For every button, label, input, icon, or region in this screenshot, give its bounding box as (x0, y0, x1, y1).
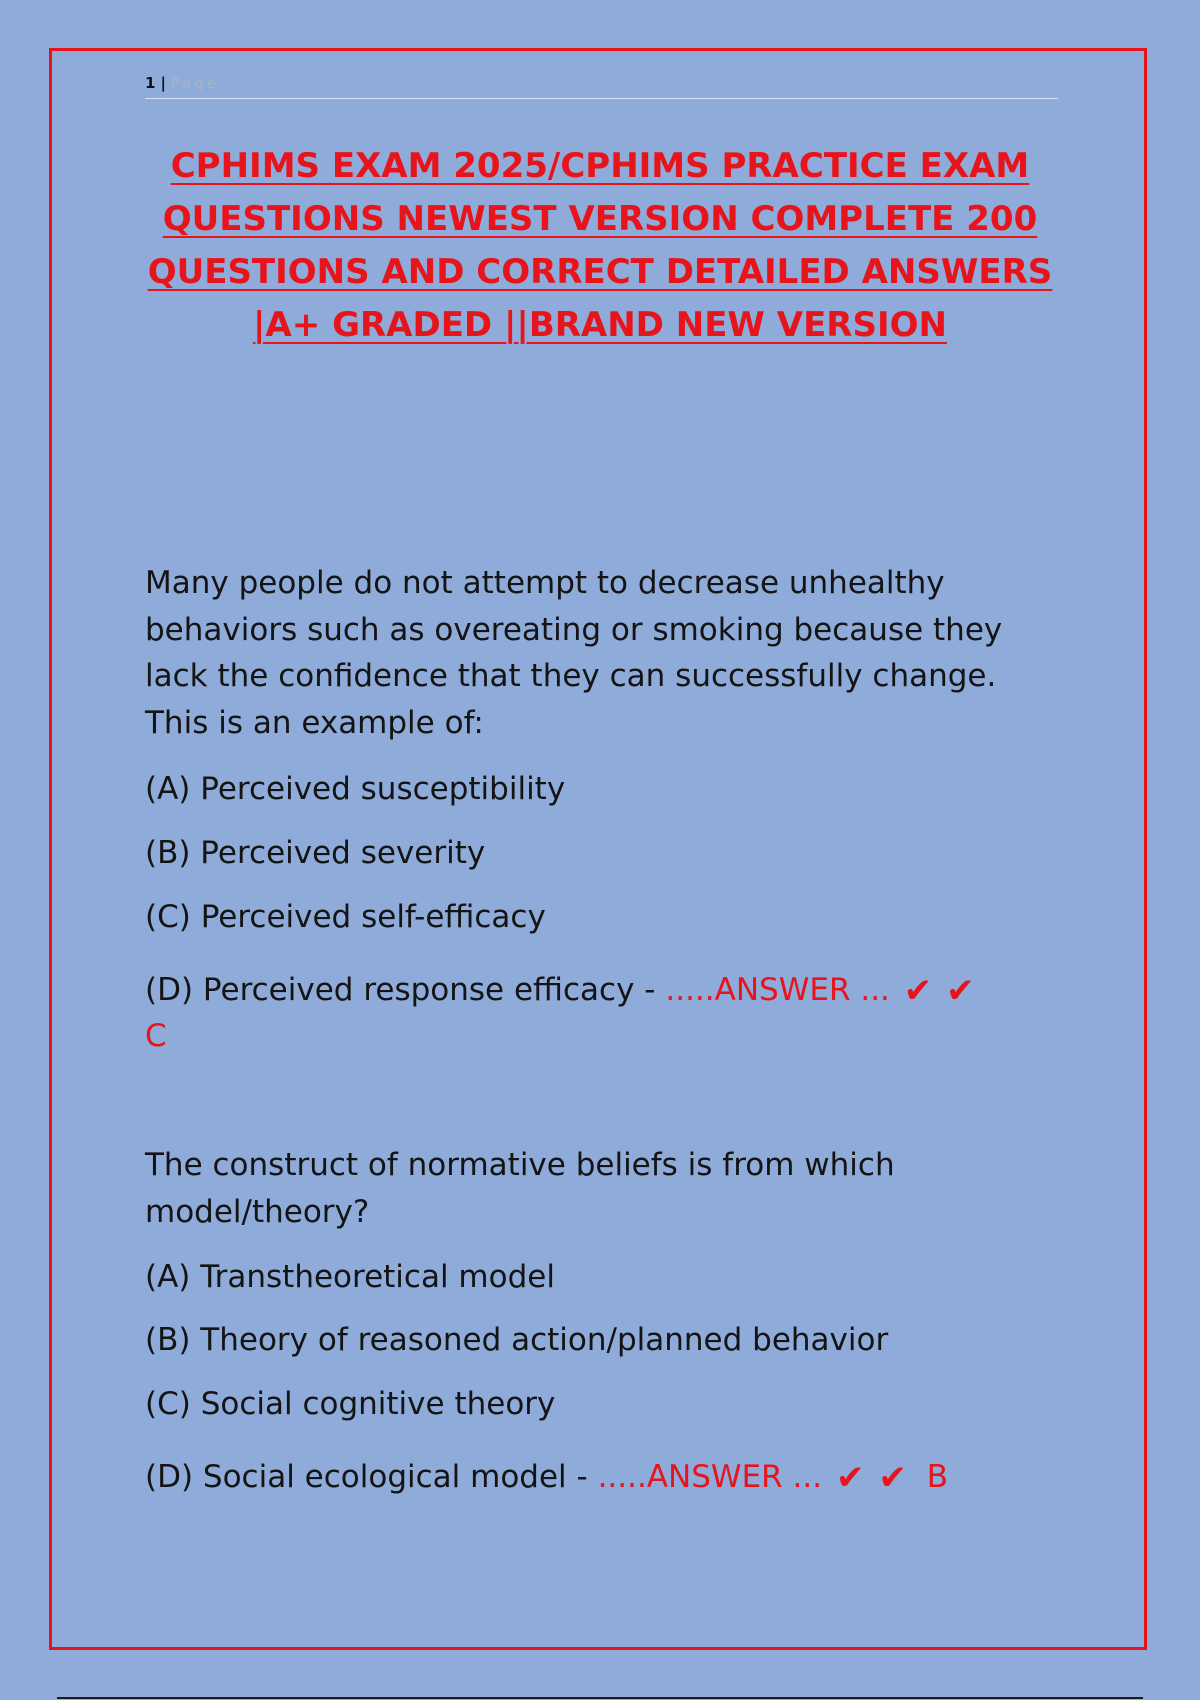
question-line: The construct of normative beliefs is from which (145, 1147, 895, 1183)
question-line: lack the confidence that they can successfully change. (145, 658, 997, 694)
question-line: behaviors such as overeating or smoking because they (145, 611, 1003, 648)
option-text: (D) Social ecological model - (145, 1459, 588, 1495)
question-1-option-d (145, 967, 1065, 1059)
question-1-option-a: (A) Perceived susceptibility (145, 771, 566, 807)
page-label: Page (170, 74, 220, 92)
question-1-option-b: (B) Perceived severity (145, 835, 486, 871)
title-line: |A+ GRADED ||BRAND NEW VERSION (253, 305, 947, 345)
answer-prefix: .....ANSWER ... (665, 972, 890, 1008)
check-mark-icon: ✔ (903, 971, 933, 1011)
question-line: Many people do not attempt to decrease unhealthy (145, 565, 945, 601)
question-2-option-a: (A) Transtheoretical model (145, 1259, 555, 1295)
title-line: CPHIMS EXAM 2025/CPHIMS PRACTICE EXAM (170, 146, 1030, 186)
page-separator: | (160, 74, 167, 92)
question-1-text (145, 560, 1065, 746)
question-1-option-c: (C) Perceived self-efficacy (145, 899, 546, 935)
bottom-divider (57, 1697, 1143, 1699)
title-line: QUESTIONS NEWEST VERSION COMPLETE 200 (162, 199, 1038, 239)
question-2-option-b: (B) Theory of reasoned action/planned behavior (145, 1322, 889, 1358)
check-mark-icon: ✔ (946, 971, 975, 1011)
check-mark-icon: ✔ (878, 1458, 907, 1498)
question-2-option-c: (C) Social cognitive theory (145, 1386, 556, 1422)
document-title (130, 140, 1070, 352)
check-mark-icon: ✔ (835, 1458, 865, 1498)
question-line: This is an example of: (145, 704, 484, 741)
page-number: 1 (145, 74, 157, 92)
page-header (145, 70, 1058, 99)
answer-letter: B (926, 1459, 948, 1495)
option-text: (D) Perceived response efficacy - (145, 972, 656, 1008)
answer-letter: C (145, 1018, 167, 1054)
title-line: QUESTIONS AND CORRECT DETAILED ANSWERS (147, 252, 1053, 292)
question-line: model/theory? (145, 1193, 370, 1230)
answer-prefix: .....ANSWER ... (597, 1459, 823, 1495)
question-2-option-d (145, 1454, 1065, 1500)
question-2-text (145, 1142, 1065, 1235)
